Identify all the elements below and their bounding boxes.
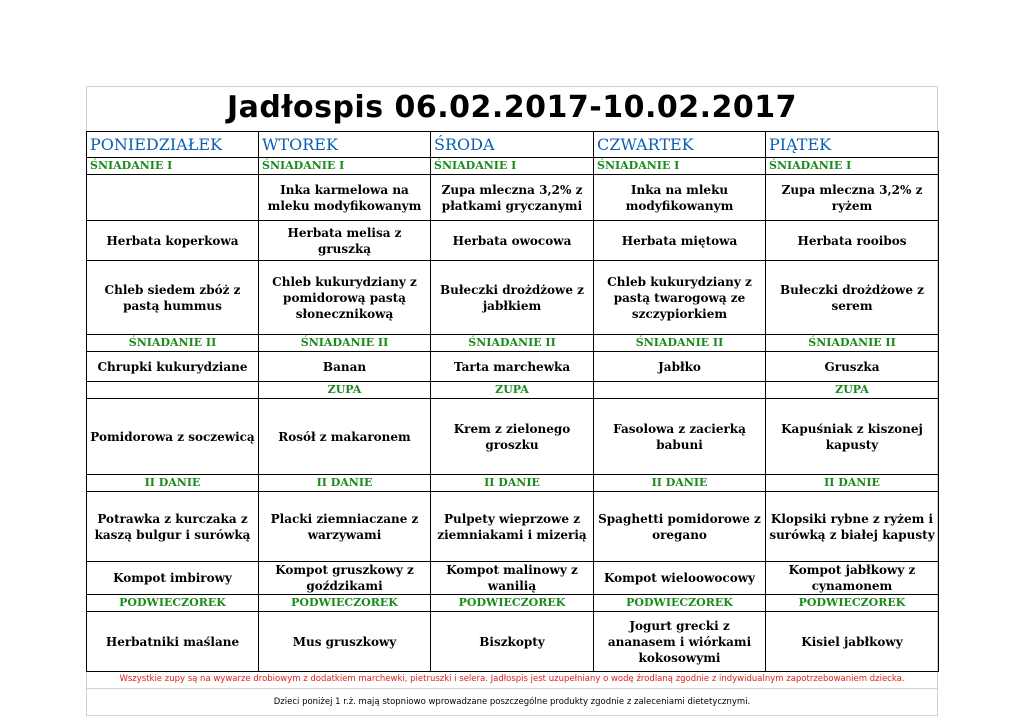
meal-label: ZUPA xyxy=(259,382,431,399)
day-thursday: CZWARTEK xyxy=(594,132,766,158)
divider xyxy=(86,688,938,689)
menu-cell: Kompot wieloowocowy xyxy=(594,562,766,595)
menu-cell: Kapuśniak z kiszonej kapusty xyxy=(766,399,939,475)
menu-cell: Chleb siedem zbóż z pastą hummus xyxy=(87,261,259,335)
meal-label: ZUPA xyxy=(766,382,939,399)
menu-cell: Pomidorowa z soczewicą xyxy=(87,399,259,475)
meal-label: ŚNIADANIE II xyxy=(594,335,766,352)
infant-note: Dzieci poniżej 1 r.ż. mają stopniowo wprowadzane poszczególne produkty zgodnie z zaleceniami dietetycznymi. xyxy=(273,697,751,707)
menu-cell: Herbatniki maślane xyxy=(87,612,259,672)
meal-label: PODWIECZOREK xyxy=(87,595,259,612)
menu-cell: Kompot gruszkowy z goździkami xyxy=(259,562,431,595)
meal-label: PODWIECZOREK xyxy=(431,595,594,612)
table-row xyxy=(87,492,939,562)
menu-cell: Rosół z makaronem xyxy=(259,399,431,475)
meal-label: II DANIE xyxy=(431,475,594,492)
meal-label: ŚNIADANIE II xyxy=(87,335,259,352)
meal-label: ŚNIADANIE I xyxy=(259,158,431,175)
breakfast1-label-row xyxy=(87,158,939,175)
table-row xyxy=(87,562,939,595)
menu-table xyxy=(86,131,939,672)
menu-cell: Kompot jabłkowy z cynamonem xyxy=(766,562,939,595)
soup-label-row xyxy=(87,382,939,399)
table-row xyxy=(87,612,939,672)
day-wednesday: ŚRODA xyxy=(431,132,594,158)
menu-cell: Herbata koperkowa xyxy=(87,221,259,261)
day-tuesday: WTOREK xyxy=(259,132,431,158)
menu-cell: Herbata melisa z gruszką xyxy=(259,221,431,261)
meal-label: PODWIECZOREK xyxy=(766,595,939,612)
menu-cell: Pulpety wieprzowe z ziemniakami i mizerią xyxy=(431,492,594,562)
menu-cell: Fasolowa z zacierką babuni xyxy=(594,399,766,475)
meal-label: ŚNIADANIE II xyxy=(766,335,939,352)
meal-label: ŚNIADANIE II xyxy=(259,335,431,352)
meal-label: II DANIE xyxy=(594,475,766,492)
menu-cell: Chleb kukurydziany z pastą twarogową ze szczypiorkiem xyxy=(594,261,766,335)
meal-label: ŚNIADANIE I xyxy=(766,158,939,175)
meal-label: II DANIE xyxy=(766,475,939,492)
menu-cell: Placki ziemniaczane z warzywami xyxy=(259,492,431,562)
menu-cell: Klopsiki rybne z ryżem i surówką z białej kapusty xyxy=(766,492,939,562)
menu-cell: Potrawka z kurczaka z kaszą bulgur i surówką xyxy=(87,492,259,562)
table-row xyxy=(87,175,939,221)
menu-cell: Krem z zielonego groszku xyxy=(431,399,594,475)
meal-label: PODWIECZOREK xyxy=(259,595,431,612)
snack-label-row xyxy=(87,595,939,612)
menu-cell: Tarta marchewka xyxy=(431,352,594,382)
meal-label xyxy=(87,382,259,399)
menu-cell: Chleb kukurydziany z pomidorową pastą słonecznikową xyxy=(259,261,431,335)
menu-cell: Inka na mleku modyfikowanym xyxy=(594,175,766,221)
table-row xyxy=(87,261,939,335)
table-row xyxy=(87,399,939,475)
menu-cell: Kisiel jabłkowy xyxy=(766,612,939,672)
menu-cell: Bułeczki drożdżowe z jabłkiem xyxy=(431,261,594,335)
menu-cell: Kompot malinowy z wanilią xyxy=(431,562,594,595)
menu-cell: Zupa mleczna 3,2% z ryżem xyxy=(766,175,939,221)
main-label-row xyxy=(87,475,939,492)
day-header-row xyxy=(87,132,939,158)
meal-label: II DANIE xyxy=(87,475,259,492)
menu-cell: Herbata miętowa xyxy=(594,221,766,261)
day-friday: PIĄTEK xyxy=(766,132,939,158)
meal-label xyxy=(594,382,766,399)
meal-label: ZUPA xyxy=(431,382,594,399)
meal-label: ŚNIADANIE I xyxy=(594,158,766,175)
menu-cell xyxy=(87,175,259,221)
meal-label: ŚNIADANIE I xyxy=(431,158,594,175)
menu-cell: Zupa mleczna 3,2% z płatkami gryczanymi xyxy=(431,175,594,221)
menu-cell: Gruszka xyxy=(766,352,939,382)
menu-cell: Jabłko xyxy=(594,352,766,382)
menu-cell: Bułeczki drożdżowe z serem xyxy=(766,261,939,335)
menu-cell: Spaghetti pomidorowe z oregano xyxy=(594,492,766,562)
meal-label: PODWIECZOREK xyxy=(594,595,766,612)
meal-label: ŚNIADANIE II xyxy=(431,335,594,352)
breakfast2-label-row xyxy=(87,335,939,352)
menu-cell: Biszkopty xyxy=(431,612,594,672)
page-title: Jadłospis 06.02.2017-10.02.2017 xyxy=(226,90,798,125)
meal-label: II DANIE xyxy=(259,475,431,492)
menu-cell: Banan xyxy=(259,352,431,382)
table-row xyxy=(87,352,939,382)
soup-note: Wszystkie zupy są na wywarze drobiowym z dodatkiem marchewki, pietruszki i selera. Jadłospis jest uzupełniany o wodę źrodlaną zgodnie z indywidualnym zapotrzebowaniem dziecka. xyxy=(119,674,905,684)
meal-label: ŚNIADANIE I xyxy=(87,158,259,175)
menu-cell: Herbata rooibos xyxy=(766,221,939,261)
menu-cell: Chrupki kukurydziane xyxy=(87,352,259,382)
menu-cell: Jogurt grecki z ananasem i wiórkami kokosowymi xyxy=(594,612,766,672)
menu-cell: Inka karmelowa na mleku modyfikowanym xyxy=(259,175,431,221)
menu-cell: Mus gruszkowy xyxy=(259,612,431,672)
menu-cell: Kompot imbirowy xyxy=(87,562,259,595)
table-row xyxy=(87,221,939,261)
day-monday: PONIEDZIAŁEK xyxy=(87,132,259,158)
menu-cell: Herbata owocowa xyxy=(431,221,594,261)
